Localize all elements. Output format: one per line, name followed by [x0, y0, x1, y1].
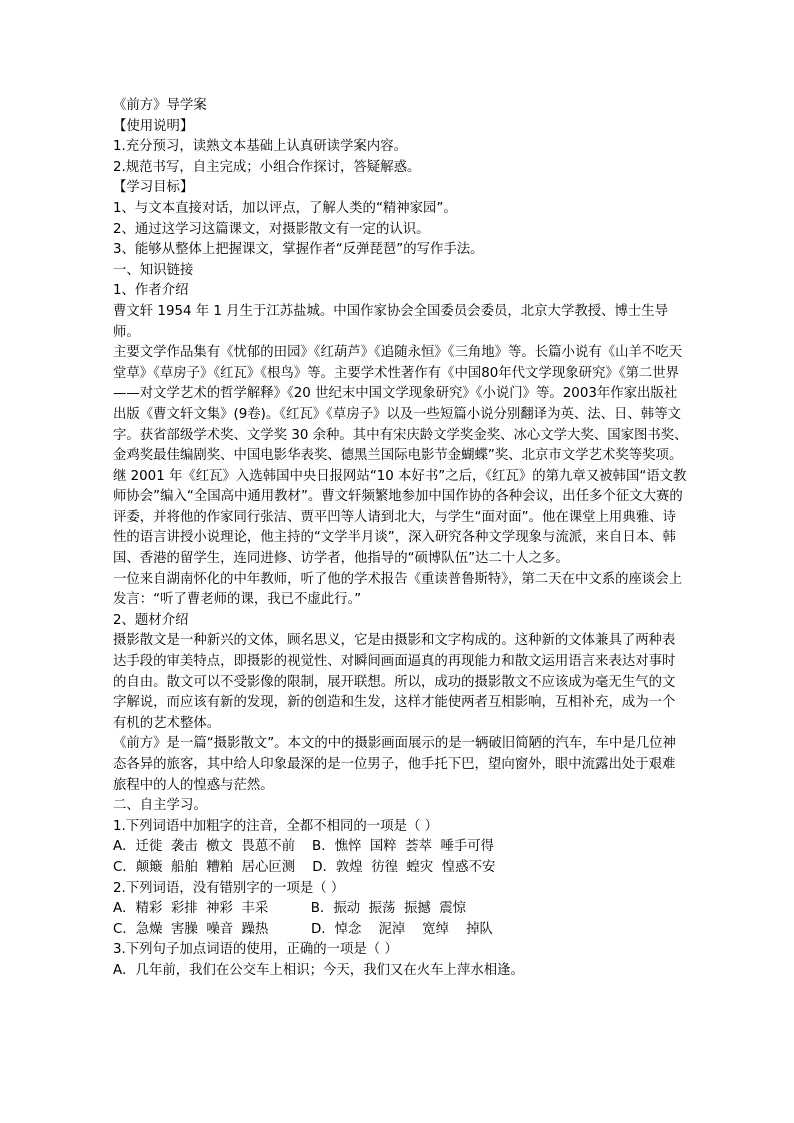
question-3-option-a: A．几年前，我们在公交车上相识；今天，我们又在火车上萍水相逢。: [113, 962, 524, 978]
author-activity-paragraph: 继 2001 年《红瓦》入选韩国中央日报网站“10 本好书”之后，《红瓦》的第九章又被韩国“语文教师协会”编入“全国高中通用教材”。曹文轩频繁地参加中国作协的各种会议，出任多个征文大赛的评委，并将他的作家同行张洁、贾平凹等人请到北大，与学生“面对面”。他在课堂上用典雅、诗性的语言讲授小说理论，他主持的“文学半月谈”，深入研究各种文学现象与流派，来自日本、韩国、香港的留学生，连同进修、访学者，他指导的“硕博队伍”达二十人之多。: [113, 468, 687, 567]
subheading-author: 1、作者介绍: [113, 283, 189, 299]
question-2: 2.下列词语，没有错别字的一项是（ ）: [113, 880, 345, 896]
question-2-options-ab: A．精彩 彩排 神彩 丰采 B．振动 振荡 振撼 震惊: [113, 901, 467, 917]
author-bio-paragraph: 曹文轩 1954 年 1 月生于江苏盐城。中国作家协会全国委员会委员，北京大学教授、博士生导师。: [113, 303, 669, 340]
section-heading-usage: 【使用说明】: [113, 118, 194, 134]
usage-item-2: 2.规范书写，自主完成；小组合作探讨，答疑解惑。: [113, 159, 421, 175]
document-body: [113, 96, 688, 982]
section-heading-knowledge: 一、知识链接: [113, 262, 194, 278]
question-1: 1.下列词语中加粗字的注音，全都不相同的一项是（ ）: [113, 818, 439, 834]
question-1-options-ab: A．迁徙 袭击 檄文 畏葸不前 B．憔悴 国粹 荟萃 唾手可得: [113, 839, 495, 855]
usage-item-1: 1.充分预习，读熟文本基础上认真研读学案内容。: [113, 139, 407, 155]
goal-item-1: 1、与文本直接对话，加以评点，了解人类的“精神家园”。: [113, 200, 457, 216]
genre-paragraph: 摄影散文是一种新兴的文体，顾名思义，它是由摄影和文字构成的。这种新的文体兼具了两种表达手段的审美特点，即摄影的视觉性、对瞬间画面逼真的再现能力和散文运用语言来表达对事时的自由。散文可以不受影像的限制，展开联想。所以，成功的摄影散文不应该成为毫无生气的文字解说，而应该有新的发现，新的创造和生发，这样才能使两者互相影响，互相补充，成为一个有机的艺术整体。: [113, 633, 676, 731]
question-3: 3.下列句子加点词语的使用，正确的一项是（ ）: [113, 942, 398, 958]
subheading-genre: 2、题材介绍: [113, 612, 189, 628]
author-works-paragraph: 主要文学作品集有《忧郁的田园》《红葫芦》《追随永恒》《三角地》等。长篇小说有《山羊不吃天堂草》《草房子》《红瓦》《根鸟》等。主要学术性著作有《中国80年代文学现象研究》《第二世界——对文学艺术的哲学解释》《20 世纪末中国文学现象研究》《小说门》等。2003年作家出版社出版《曹文轩文集》(9卷)。《红瓦》《草房子》以及一些短篇小说分别翻译为英、法、日、韩等文字。获省部级学术奖、文学奖 30 余种。其中有宋庆龄文学奖金奖、冰心文学大奖、国家图书奖、金鸡奖最佳编剧奖、中国电影华表奖、德黑兰国际电影节金蝴蝶”奖、北京市文学艺术奖等奖项。: [113, 345, 688, 464]
doc-title: 《前方》导学案: [113, 98, 207, 113]
question-2-options-cd: C．急燥 害臊 噪音 躁热 D．悼念 泥淖 宽绰 掉队: [113, 921, 493, 937]
question-1-options-cd: C．颠簸 船舶 糟粕 居心叵测 D．敦煌 彷徨 蝗灾 惶惑不安: [113, 859, 496, 875]
section-heading-goals: 【学习目标】: [113, 180, 194, 196]
text-intro-paragraph: 《前方》是一篇“摄影散文”。本文的中的摄影画面展示的是一辆破旧简陋的汽车，车中是几位神态各异的旅客，其中给人印象最深的是一位男子，他手托下巴，望向窗外，眼中流露出处于艰难旅程中的人的惶惑与茫然。: [113, 736, 676, 793]
goal-item-2: 2、通过这学习这篇课文，对摄影散文有一定的认识。: [113, 221, 430, 237]
author-anecdote-paragraph: 一位来自湖南怀化的中年教师，听了他的学术报告《重读普鲁斯特》，第二天在中文系的座谈会上发言：“听了曹老师的课，我已不虚此行。”: [113, 571, 683, 608]
goal-item-3: 3、能够从整体上把握课文，掌握作者“反弹琵琶”的写作手法。: [113, 242, 484, 258]
section-heading-self-study: 二、自主学习。: [113, 798, 207, 814]
